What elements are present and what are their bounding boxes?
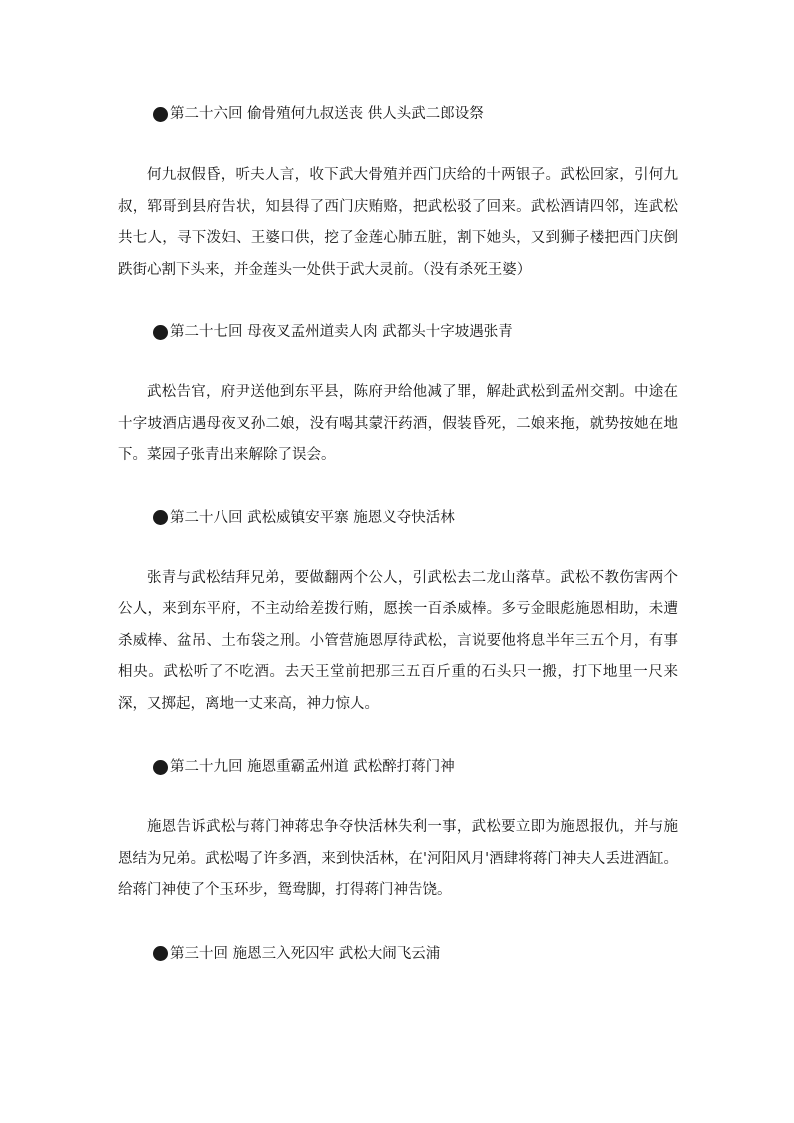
- chapter-heading-text: 第二十九回 施恩重霸孟州道 武松醉打蒋门神: [170, 759, 455, 775]
- chapter-heading-27: [153, 322, 678, 342]
- document-page: [118, 96, 678, 964]
- chapter-heading-text: 第二十六回 偷骨殖何九叔送丧 供人头武二郎设祭: [170, 106, 484, 122]
- chapter-heading-30: [153, 944, 678, 964]
- bullet-icon: [153, 107, 168, 122]
- bullet-icon: [153, 325, 168, 340]
- bullet-icon: [153, 510, 168, 525]
- chapter-heading-text: 第二十八回 武松威镇安平寨 施恩义夺快活林: [170, 509, 455, 526]
- chapter-heading-text: 第二十七回 母夜叉孟州道卖人肉 武都头十字坡遇张青: [170, 324, 513, 340]
- chapter-summary-26: 何九叔假昏，听夫人言，收下武大骨殖并西门庆给的十两银子。武松回家，引何九叔，郓哥到县府告状，知县得了西门庆贿赂，把武松驳了回来。武松酒请四邻，连武松共七人，寻下泼妇、王婆口供，挖了金莲心肺五脏，割下她头，又到狮子楼把西门庆倒跌街心割下头来，并金莲头一处供于武大灵前。（没有杀死王婆）: [118, 167, 678, 278]
- chapter-summary-29: 施恩告诉武松与蒋门神蒋忠争夺快活林失利一事，武松要立即为施恩报仇，并与施恩结为兄弟。武松喝了许多酒，来到快活林，在'河阳风月'酒肆将蒋门神夫人丢进酒缸。给蒋门神使了个玉环步，鸳鸯脚，打得蒋门神告饶。: [118, 819, 678, 898]
- chapter-heading-29: [153, 757, 678, 777]
- bullet-icon: [153, 946, 168, 961]
- chapter-heading-28: [153, 508, 678, 528]
- bullet-icon: [153, 760, 168, 775]
- chapter-heading-26: [153, 104, 678, 124]
- chapter-summary-28: 张青与武松结拜兄弟，要做翻两个公人，引武松去二龙山落草。武松不教伤害两个公人，来到东平府，不主动给差拨行贿，愿挨一百杀威棒。多亏金眼彪施恩相助，未遭杀威棒、盆吊、土布袋之刑。小管营施恩厚待武松，言说要他将息半年三五个月，有事相央。武松听了不吃酒。去天王堂前把那三五百斤重的石头只一搬，打下地里一尺来深，又掷起，离地一丈来高，神力惊人。: [118, 569, 678, 712]
- chapter-summary-27: 武松告官，府尹送他到东平县，陈府尹给他减了罪，解赴武松到孟州交割。中途在十字坡酒店遇母夜叉孙二娘，没有喝其蒙汗药酒，假装昏死，二娘来拖，就势按她在地下。菜园子张青出来解除了误会。: [118, 384, 678, 463]
- chapter-heading-text: 第三十回 施恩三入死囚牢 武松大闹飞云浦: [170, 945, 441, 962]
